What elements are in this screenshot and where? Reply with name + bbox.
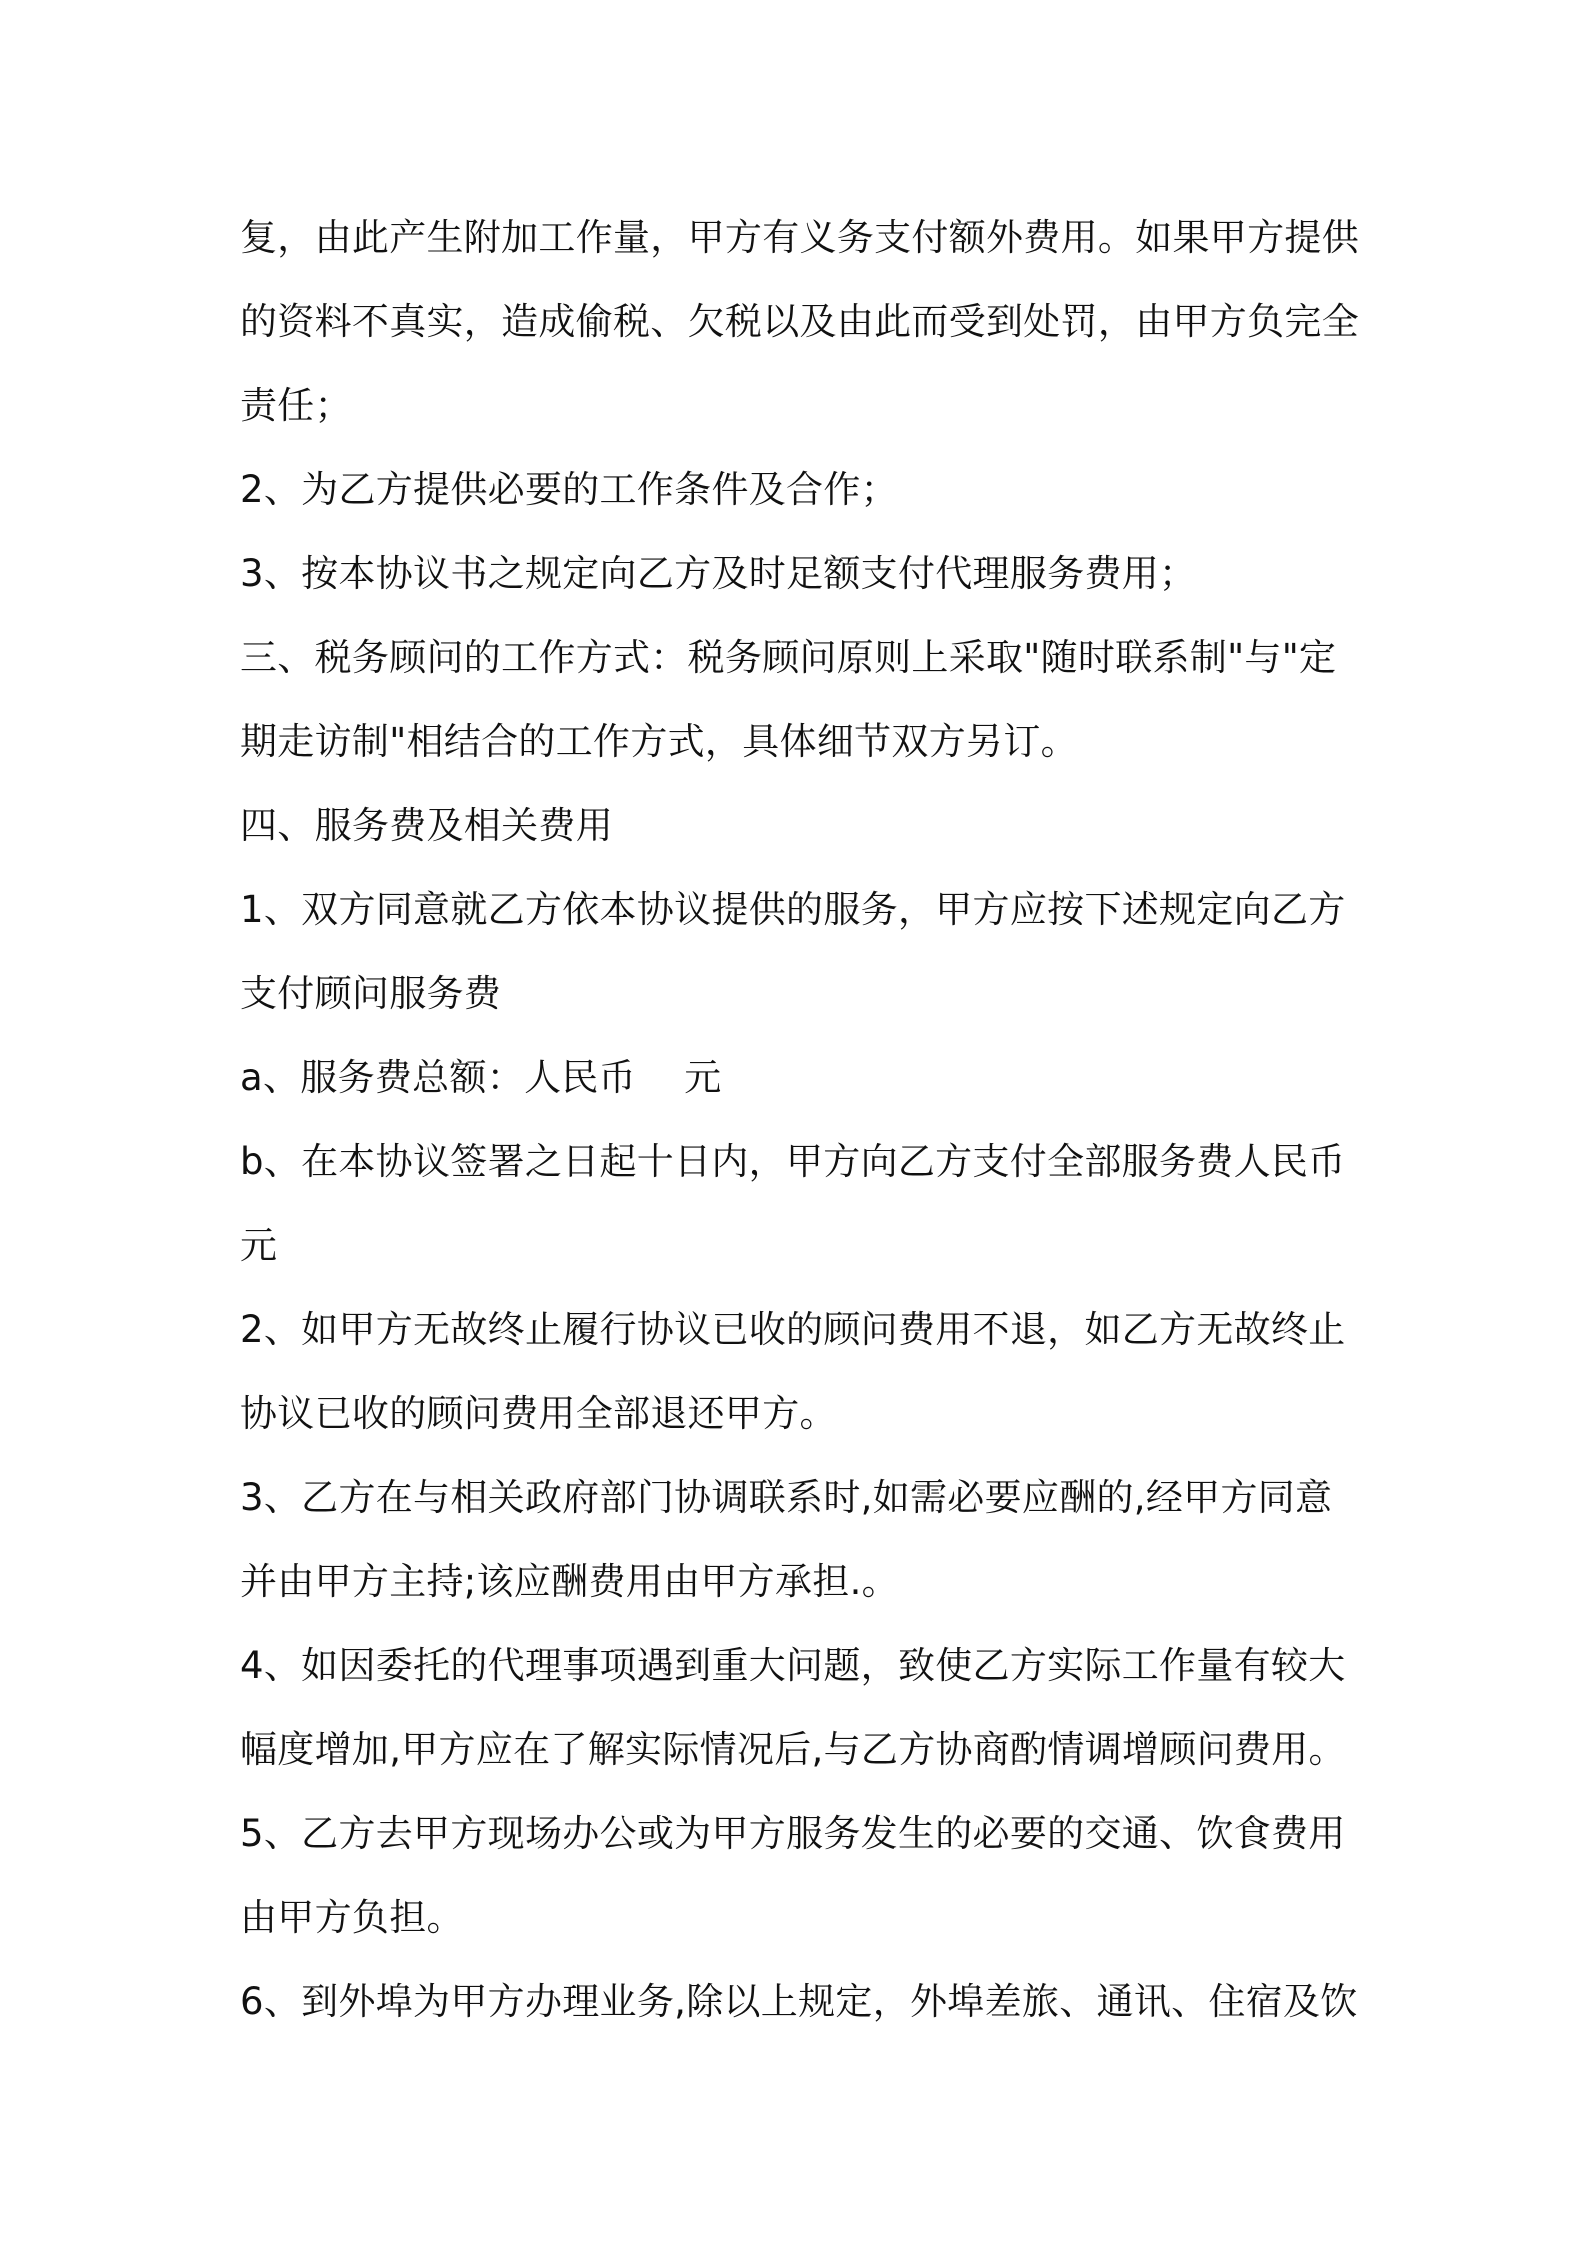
text-line: 支付顾问服务费 (240, 972, 502, 1015)
text-line: 复，由此产生附加工作量，甲方有义务支付额外费用。如果甲方提供 (240, 216, 1359, 259)
text-line: 3、按本协议书之规定向乙方及时足额支付代理服务费用； (240, 552, 1197, 595)
text-line: 由甲方负担。 (240, 1896, 464, 1939)
text-line: 2、为乙方提供必要的工作条件及合作； (240, 468, 898, 511)
text-line: 2、如甲方无故终止履行协议已收的顾问费用不退，如乙方无故终止 (240, 1308, 1346, 1351)
text-line: 责任； (240, 384, 352, 427)
text-line: 三、税务顾问的工作方式：税务顾问原则上采取"随时联系制"与"定 (240, 636, 1337, 679)
text-line: 1、双方同意就乙方依本协议提供的服务，甲方应按下述规定向乙方 (240, 888, 1346, 931)
text-line: b、在本协议签署之日起十日内，甲方向乙方支付全部服务费人民币 (240, 1140, 1346, 1183)
text-line: 并由甲方主持;该应酬费用由甲方承担.。 (240, 1560, 899, 1603)
section-heading: 四、服务费及相关费用 (240, 804, 613, 847)
text-line: 5、乙方去甲方现场办公或为甲方服务发生的必要的交通、饮食费用 (240, 1812, 1346, 1855)
document-body (240, 196, 1360, 2044)
text-line: 元 (240, 1224, 278, 1267)
text-line: 幅度增加,甲方应在了解实际情况后,与乙方协商酌情调增顾问费用。 (240, 1728, 1346, 1771)
text-line: 3、乙方在与相关政府部门协调联系时,如需必要应酬的,经甲方同意 (240, 1476, 1333, 1519)
text-line: a、服务费总额：人民币 元 (240, 1056, 722, 1099)
text-line: 协议已收的顾问费用全部退还甲方。 (240, 1392, 837, 1435)
text-line: 6、到外埠为甲方办理业务,除以上规定，外埠差旅、通讯、住宿及饮 (240, 1980, 1358, 2023)
text-line: 的资料不真实，造成偷税、欠税以及由此而受到处罚，由甲方负完全 (240, 300, 1359, 343)
text-line: 期走访制"相结合的工作方式，具体细节双方另订。 (240, 720, 1078, 763)
text-line: 4、如因委托的代理事项遇到重大问题，致使乙方实际工作量有较大 (240, 1644, 1346, 1687)
